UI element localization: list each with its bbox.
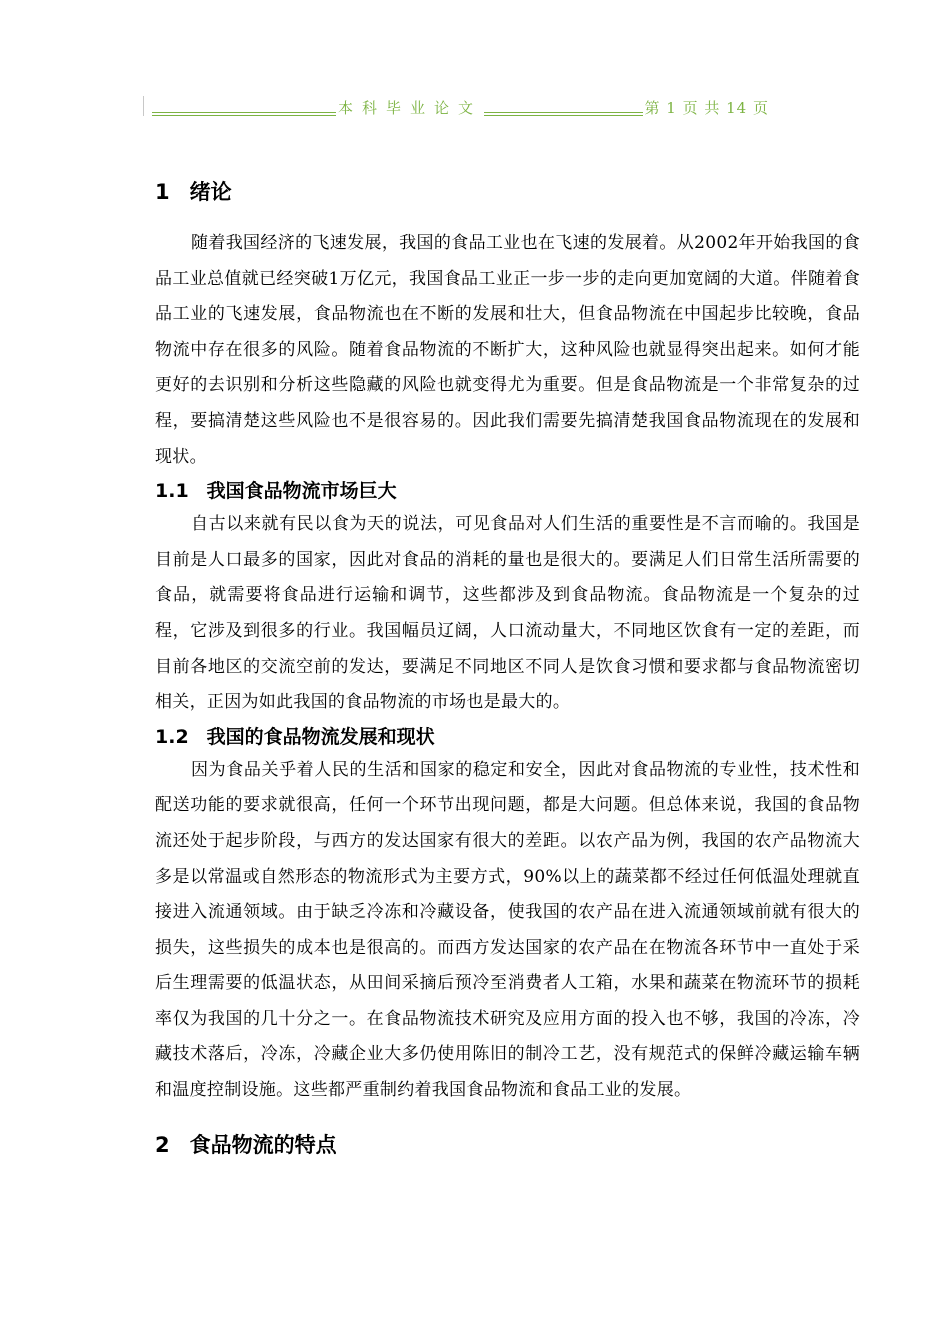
paragraph-introduction: 随着我国经济的飞速发展，我国的食品工业也在飞速的发展着。从2002年开始我国的食品工业总值就已经突破1万亿元，我国食品工业正一步一步的走向更加宽阔的大道。伴随着食品工业的飞速发展，食品物流也在不断的发展和壮大，但食品物流在中国起步比较晚，食品物流中存在很多的风险。随着食品物流的不断扩大，这种风险也就显得突出起来。如何才能更好的去识别和分析这些隐藏的风险也就变得尤为重要。但是食品物流是一个非常复杂的过程，要搞清楚这些风险也不是很容易的。因此我们需要先搞清楚我国食品物流现在的发展和现状。: [155, 233, 860, 467]
header-margin-mark: [143, 96, 144, 116]
section-title: 食品物流的特点: [189, 1132, 337, 1157]
section-heading-2: [155, 1127, 860, 1163]
header-title: 本科毕业论文: [338, 99, 483, 117]
section-number: 1.1: [155, 480, 189, 503]
section-heading-1: [155, 174, 860, 210]
section-title: 我国食品物流市场巨大: [206, 480, 397, 503]
paragraph-market: 自古以来就有民以食为天的说法，可见食品对人们生活的重要性是不言而喻的。我国是目前是人口最多的国家，因此对食品的消耗的量也是很大的。要满足人们日常生活所需要的食品，就需要将食品进行运输和调节，这些都涉及到食品物流。食品物流是一个复杂的过程，它涉及到很多的行业。我国幅员辽阔，人口流动量大，不同地区饮食有一定的差距，而目前各地区的交流空前的发达，要满足不同地区不同人是饮食习惯和要求都与食品物流密切相关，正因为如此我国的食品物流的市场也是最大的。: [155, 514, 860, 713]
running-header: [152, 96, 769, 122]
document-body: [155, 174, 860, 1163]
header-page-info: 第 1 页 共 14 页: [644, 99, 769, 117]
section-number: 2: [155, 1132, 170, 1157]
section-number: 1: [155, 180, 170, 204]
section-title: 我国的食品物流发展和现状: [206, 725, 435, 748]
section-heading-1-1: [155, 475, 860, 507]
section-title: 绪论: [189, 180, 232, 204]
section-heading-1-2: [155, 721, 860, 753]
paragraph-development: 因为食品关乎着人民的生活和国家的稳定和安全，因此对食品物流的专业性，技术性和配送功能的要求就很高，任何一个环节出现问题，都是大问题。但总体来说，我国的食品物流还处于起步阶段，与西方的发达国家有很大的差距。以农产品为例，我国的农产品物流大多是以常温或自然形态的物流形式为主要方式，90%以上的蔬菜都不经过任何低温处理就直接进入流通领域。由于缺乏冷冻和冷藏设备，使我国的农产品在进入流通领域前就有很大的损失，这些损失的成本也是很高的。而西方发达国家的农产品在在物流各环节中一直处于采后生理需要的低温状态，从田间采摘后预冷至消费者人工箱，水果和蔬菜在物流环节的损耗率仅为我国的几十分之一。在食品物流技术研究及应用方面的投入也不够，我国的冷冻，冷藏技术落后，冷冻，冷藏企业大多仍使用陈旧的制冷工艺，没有规范式的保鲜冷藏运输车辆和温度控制设施。这些都严重制约着我国食品物流和食品工业的发展。: [155, 759, 860, 1101]
section-number: 1.2: [155, 725, 189, 748]
